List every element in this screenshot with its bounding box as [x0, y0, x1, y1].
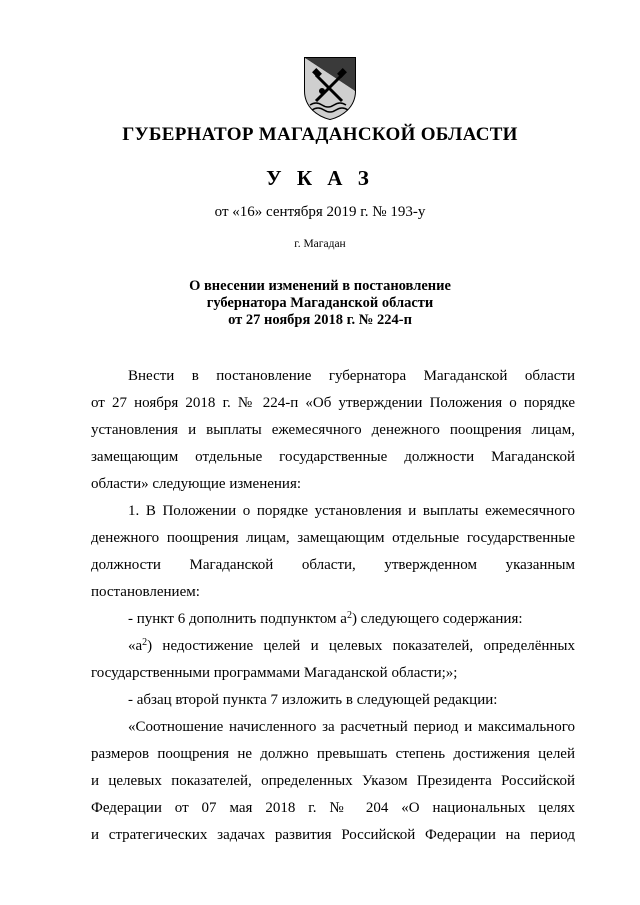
- text-line: [91, 633, 575, 660]
- text-line: постановлением:: [91, 584, 200, 600]
- document-type: У К А З: [266, 166, 374, 190]
- document-title: [0, 278, 640, 329]
- paragraph-5: - абзац второй пункта 7 изложить в следующей редакции:: [128, 692, 498, 708]
- document-date-number: от «16» сентября 2019 г. № 193-у: [214, 204, 426, 220]
- text-line: «Соотношение начисленного за расчетный период и максимального: [128, 719, 575, 735]
- text-line: Федерации от 07 мая 2018 г. № 204 «О национальных целях: [91, 800, 575, 816]
- title-line: О внесении изменений в постановление: [189, 278, 451, 294]
- text-line: государственными программами Магаданской области;»;: [91, 665, 458, 681]
- text-line: и стратегических задачах развития Российской Федерации на период: [91, 827, 575, 843]
- paragraph-4: [91, 633, 575, 687]
- document-city: г. Магадан: [294, 238, 346, 250]
- text-line: области» следующие изменения:: [91, 476, 302, 492]
- superscript: 2: [346, 610, 352, 621]
- text-line: установления и выплаты ежемесячного денежного поощрения лицам,: [91, 422, 575, 438]
- text-line: и целевых показателей, определенных Указом Президента Российской: [91, 773, 575, 789]
- superscript: 2: [142, 637, 148, 648]
- text-line: размеров поощрения не должно превышать степень достижения целей: [91, 746, 575, 762]
- text-line: от 27 ноября 2018 г. № 224-п «Об утверждении Положения о порядке: [91, 395, 575, 411]
- coat-of-arms-icon: [302, 55, 358, 121]
- paragraph-2: [91, 498, 575, 606]
- text-span: - пункт 6 дополнить подпунктом а: [128, 611, 347, 627]
- text-line: денежного поощрения лицам, замещающим отдельные государственные: [91, 530, 575, 546]
- title-line: губернатора Магаданской области: [206, 295, 434, 311]
- paragraph-6: [91, 714, 575, 849]
- text-span: «а: [128, 638, 143, 654]
- paragraph-3: [91, 606, 575, 633]
- document-body: [91, 363, 575, 849]
- issuing-authority: ГУБЕРНАТОР МАГАДАНСКОЙ ОБЛАСТИ: [122, 124, 518, 145]
- text-line: должности Магаданской области, утвержденном указанным: [91, 557, 575, 573]
- text-span: ) недостижение целей и целевых показателей, определённых: [147, 638, 575, 654]
- text-line: 1. В Положении о порядке установления и выплаты ежемесячного: [128, 503, 575, 519]
- text-line: замещающим отдельные государственные должности Магаданской: [91, 449, 575, 465]
- text-line: Внести в постановление губернатора Магаданской области: [128, 368, 575, 384]
- title-line: от 27 ноября 2018 г. № 224-п: [228, 312, 412, 328]
- paragraph-1: [91, 363, 575, 498]
- text-span: ) следующего содержания:: [351, 611, 523, 627]
